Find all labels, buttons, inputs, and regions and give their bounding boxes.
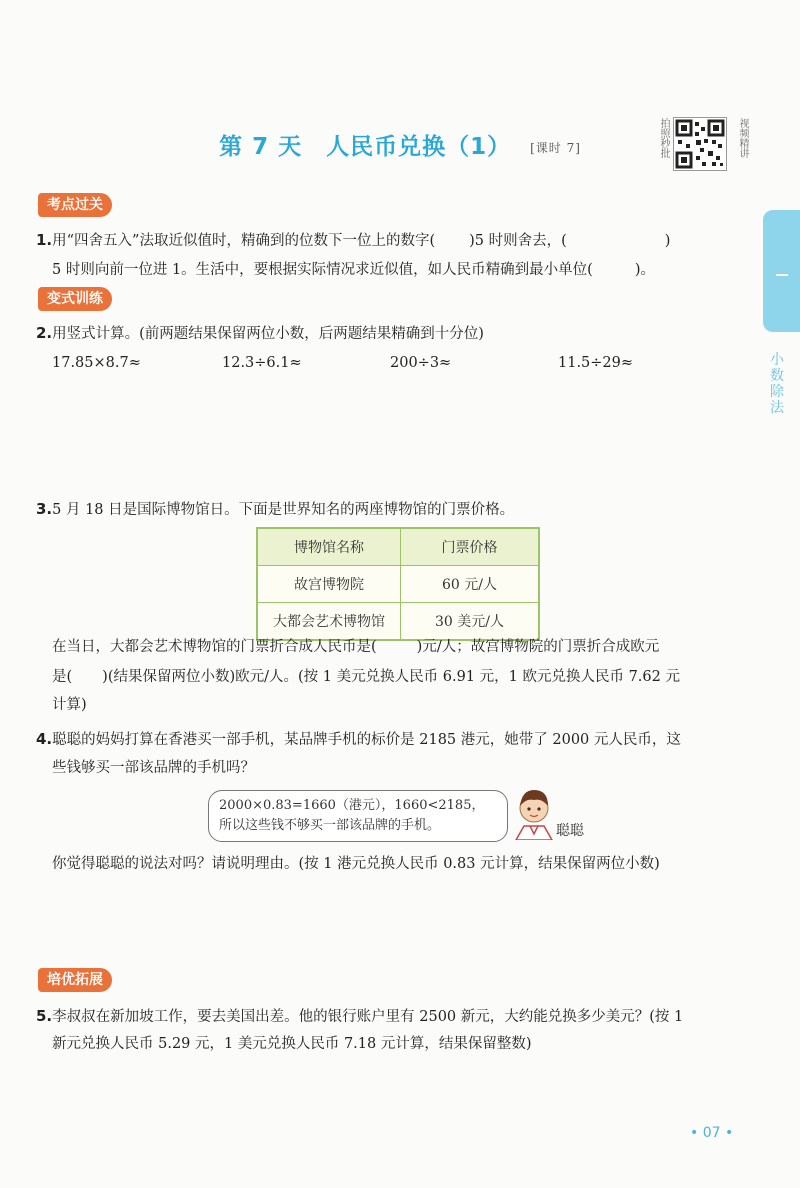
calc-item: 17.85×8.7≈ <box>52 355 141 371</box>
q1-text-c: ) <box>664 233 671 249</box>
side-tab-mark <box>776 274 788 276</box>
table-header-cell: 门票价格 <box>401 528 540 566</box>
q1-text-d: 5 时则向前一位进 1。生活中，要根据实际情况求近似值，如人民币精确到最小单位( <box>52 262 593 278</box>
side-tab-label: 小数除法 <box>770 352 784 416</box>
title-text: 第 7 天 人民币兑换（1） <box>219 134 512 160</box>
table-cell: 30 美元/人 <box>401 603 540 641</box>
page-number: • 07 • <box>690 1125 734 1141</box>
q3-text: 5 月 18 日是国际博物馆日。下面是世界知名的两座博物馆的门票价格。 <box>52 502 515 518</box>
q1-text-a: 用“四舍五入”法取近似值时，精确到的位数下一位上的数字( <box>52 233 436 249</box>
q3-paragraph-3: 计算) <box>52 697 87 713</box>
calc-item: 11.5÷29≈ <box>558 355 634 371</box>
q3-paragraph-1 <box>52 634 756 660</box>
q1-text-e: )。 <box>634 262 655 278</box>
speech-bubble <box>208 790 508 842</box>
question-number: 4. <box>36 730 53 748</box>
question-1-line-2 <box>52 257 756 283</box>
question-number: 3. <box>36 500 53 518</box>
question-number: 2. <box>36 324 53 342</box>
section-label-1: 考点过关 <box>38 193 112 217</box>
q3-text-b: )元/人；故宫博物院的门票折合成欧元 <box>416 639 660 655</box>
q4-text-a: 聪聪的妈妈打算在香港买一部手机，某品牌手机的标价是 2185 港元，她带了 2000 元人民币，这 <box>52 732 681 748</box>
q1-text-b: )5 时则舍去，( <box>469 233 567 249</box>
q3-text-c: 是( <box>52 669 73 685</box>
bubble-line: 所以这些钱不够买一部该品牌的手机。 <box>219 818 441 833</box>
qr-caption-right: 视频精讲 <box>737 118 748 158</box>
table-cell: 60 元/人 <box>401 566 540 603</box>
question-5 <box>36 1003 766 1030</box>
qr-code-icon[interactable] <box>673 117 727 171</box>
q4-line-2: 些钱够买一部该品牌的手机吗？ <box>52 760 255 776</box>
boy-avatar-icon <box>512 782 556 840</box>
bubble-line: 2000×0.83=1660（港元），1660<2185， <box>219 798 485 813</box>
question-3 <box>36 496 756 523</box>
table-cell: 故宫博物院 <box>257 566 401 603</box>
q5-line-2: 新元兑换人民币 5.29 元，1 美元兑换人民币 7.18 元计算，结果保留整数) <box>52 1036 532 1052</box>
table-row <box>257 566 539 603</box>
q3-text-a: 在当日，大都会艺术博物馆的门票折合成人民币是( <box>52 639 377 655</box>
q3-text-d: )(结果保留两位小数)欧元/人。(按 1 美元兑换人民币 6.91 元，1 欧元兑换人民币 7.62 元 <box>102 669 680 685</box>
speaker-name: 聪聪 <box>556 823 584 839</box>
calc-item: 200÷3≈ <box>390 355 452 371</box>
section-label-2: 变式训练 <box>38 287 112 311</box>
question-number: 1. <box>36 231 53 249</box>
table-header-row <box>257 528 539 566</box>
lesson-tag: [课时 7] <box>530 141 581 155</box>
qr-caption-left: 拍照秒批 <box>658 118 669 158</box>
question-number: 5. <box>36 1007 53 1025</box>
table-cell: 大都会艺术博物馆 <box>257 603 401 641</box>
q3-paragraph-2 <box>52 664 772 690</box>
q5-text-a: 李叔叔在新加坡工作，要去美国出差。他的银行账户里有 2500 新元，大约能兑换多少美元？(按 1 <box>52 1009 684 1025</box>
section-label-3: 培优拓展 <box>38 968 112 992</box>
question-1 <box>36 227 756 254</box>
table-header-cell: 博物馆名称 <box>257 528 401 566</box>
q4-question: 你觉得聪聪的说法对吗？请说明理由。(按 1 港元兑换人民币 0.83 元计算，结果保留两位小数) <box>52 856 660 872</box>
chapter-side-tab <box>763 210 800 332</box>
calc-item: 12.3÷6.1≈ <box>222 355 302 371</box>
question-2 <box>36 320 756 347</box>
question-4 <box>36 726 766 753</box>
q2-text: 用竖式计算。(前两题结果保留两位小数，后两题结果精确到十分位) <box>52 326 484 342</box>
ticket-price-table <box>256 527 540 641</box>
